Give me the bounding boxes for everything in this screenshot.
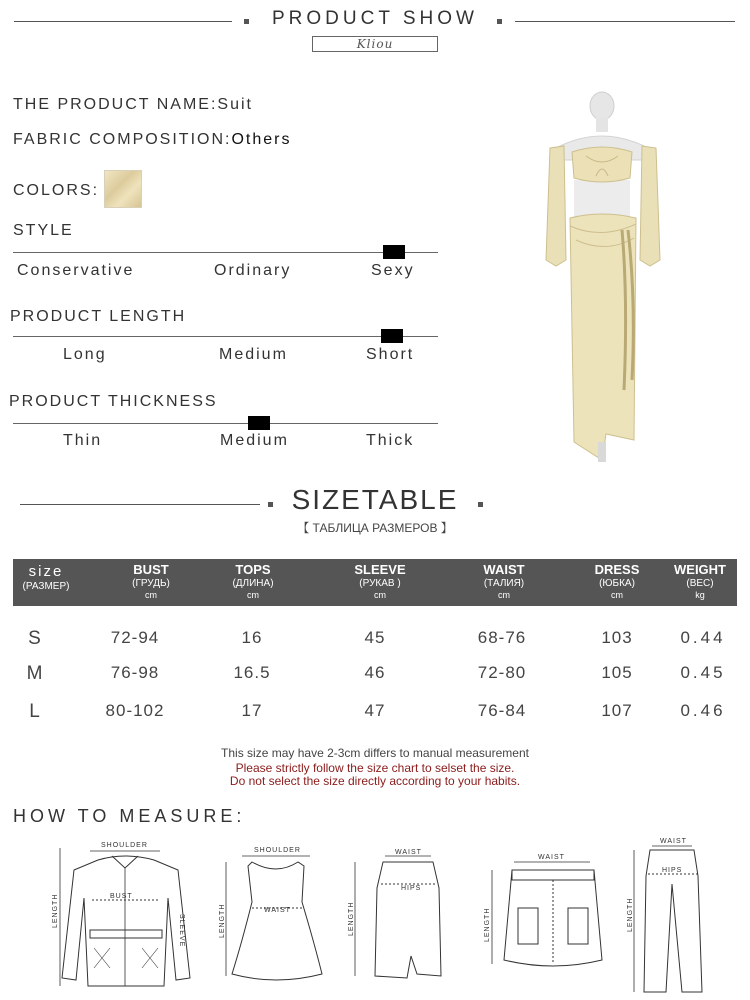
dress-length-label: LENGTH <box>219 903 226 938</box>
header-right-rule <box>515 21 735 22</box>
dress-measure-diagram <box>218 842 328 992</box>
size-warning-line-1: Please strictly follow the size chart to selset the size. <box>235 761 515 775</box>
cell-bust: 76-98 <box>110 663 160 682</box>
cell-dress: 103 <box>601 628 633 647</box>
length-scale-line <box>13 336 438 337</box>
cell-waist: 76-84 <box>477 701 527 720</box>
cell-sleeve: 46 <box>364 663 386 682</box>
shorts-length-label: LENGTH <box>484 907 491 942</box>
product-model-image <box>536 90 670 468</box>
cell-size: S <box>28 628 42 649</box>
thickness-label-medium: Medium <box>220 432 289 449</box>
fabric-label: FABRIC COMPOSITION: <box>13 131 232 148</box>
product-name-value: Suit <box>217 96 253 113</box>
product-name-label: THE PRODUCT NAME: <box>13 96 218 113</box>
cell-waist: 72-80 <box>477 663 527 682</box>
jacket-measure-diagram <box>50 838 200 998</box>
sizetable-right-dot <box>478 502 483 507</box>
size-table-header <box>13 559 737 606</box>
cell-size: M <box>26 663 44 684</box>
cell-sleeve: 47 <box>364 701 386 720</box>
style-label-ordinary: Ordinary <box>214 262 292 279</box>
length-label-long: Long <box>63 346 107 363</box>
cell-weight: 0.44 <box>680 628 726 647</box>
th-weight: WEIGHT (ВЕС) kg <box>674 562 726 600</box>
style-marker <box>383 245 405 259</box>
jacket-bust-label: BUST <box>110 893 133 900</box>
cell-weight: 0.45 <box>680 663 726 682</box>
cell-tops: 17 <box>241 701 263 720</box>
sizetable-title: SIZETABLE <box>291 484 459 515</box>
jacket-shoulder-label: SHOULDER <box>101 842 148 849</box>
thickness-title: PRODUCT THICKNESS <box>9 393 218 410</box>
color-swatch[interactable] <box>104 170 142 208</box>
skirt-hips-label: HIPS <box>401 885 422 892</box>
dress-waist-label: WAIST <box>264 907 291 914</box>
cell-weight: 0.46 <box>680 701 726 720</box>
fabric-row <box>13 131 291 149</box>
cell-tops: 16 <box>241 628 263 647</box>
product-name-row <box>13 96 253 114</box>
skirt-length-label: LENGTH <box>348 901 355 936</box>
trousers-waist-label: WAIST <box>660 838 687 845</box>
shorts-measure-diagram <box>478 850 618 980</box>
cell-sleeve: 45 <box>364 628 386 647</box>
cell-waist: 68-76 <box>477 628 527 647</box>
dress-shoulder-label: SHOULDER <box>254 847 301 854</box>
jacket-length-label: LENGTH <box>52 893 59 928</box>
length-label-short: Short <box>366 346 415 363</box>
th-tops: TOPS (ДЛИНА) cm <box>232 562 274 600</box>
th-dress: DRESS (ЮБКА) cm <box>594 562 640 600</box>
fabric-value: Others <box>231 131 292 148</box>
colors-label: COLORS: <box>13 182 100 199</box>
length-marker <box>381 329 403 343</box>
thickness-label-thin: Thin <box>63 432 103 449</box>
trousers-length-label: LENGTH <box>627 897 634 932</box>
length-label-medium: Medium <box>219 346 288 363</box>
thickness-scale-line <box>13 423 438 424</box>
th-bust: BUST (ГРУДЬ) cm <box>132 562 170 600</box>
style-title: STYLE <box>13 222 74 239</box>
skirt-waist-label: WAIST <box>395 849 422 856</box>
skirt-measure-diagram <box>345 848 445 988</box>
shorts-waist-label: WAIST <box>538 854 565 861</box>
cell-dress: 107 <box>601 701 633 720</box>
cell-bust: 72-94 <box>110 628 160 647</box>
size-warning <box>0 762 750 788</box>
thickness-marker <box>248 416 270 430</box>
style-label-sexy: Sexy <box>371 262 415 279</box>
style-scale-line <box>13 252 438 253</box>
cell-size: L <box>29 701 41 722</box>
style-label-conservative: Conservative <box>17 262 135 279</box>
thickness-label-thick: Thick <box>366 432 415 449</box>
size-warning-line-2: Do not select the size directly according to your habits. <box>229 774 521 788</box>
th-size: size (РАЗМЕР) <box>22 563 70 592</box>
trousers-hips-label: HIPS <box>662 867 683 874</box>
jacket-sleeve-label: SLEEVE <box>178 914 185 948</box>
th-waist: WAIST (ТАЛИЯ) cm <box>483 562 525 600</box>
size-note: This size may have 2-3cm differs to manual measurement <box>221 746 529 760</box>
brand-logo: Kliou <box>312 36 438 52</box>
length-title: PRODUCT LENGTH <box>10 308 187 325</box>
sizetable-subtitle: 【 ТАБЛИЦА РАЗМЕРОВ 】 <box>297 521 453 535</box>
cell-dress: 105 <box>601 663 633 682</box>
page-title: PRODUCT SHOW <box>272 8 478 29</box>
trousers-measure-diagram <box>622 836 712 996</box>
header-right-dot <box>497 19 502 24</box>
th-sleeve: SLEEVE (РУКАВ ) cm <box>354 562 406 600</box>
how-to-measure-title: HOW TO MEASURE: <box>13 806 246 826</box>
cell-tops: 16.5 <box>233 663 271 682</box>
cell-bust: 80-102 <box>105 701 165 720</box>
